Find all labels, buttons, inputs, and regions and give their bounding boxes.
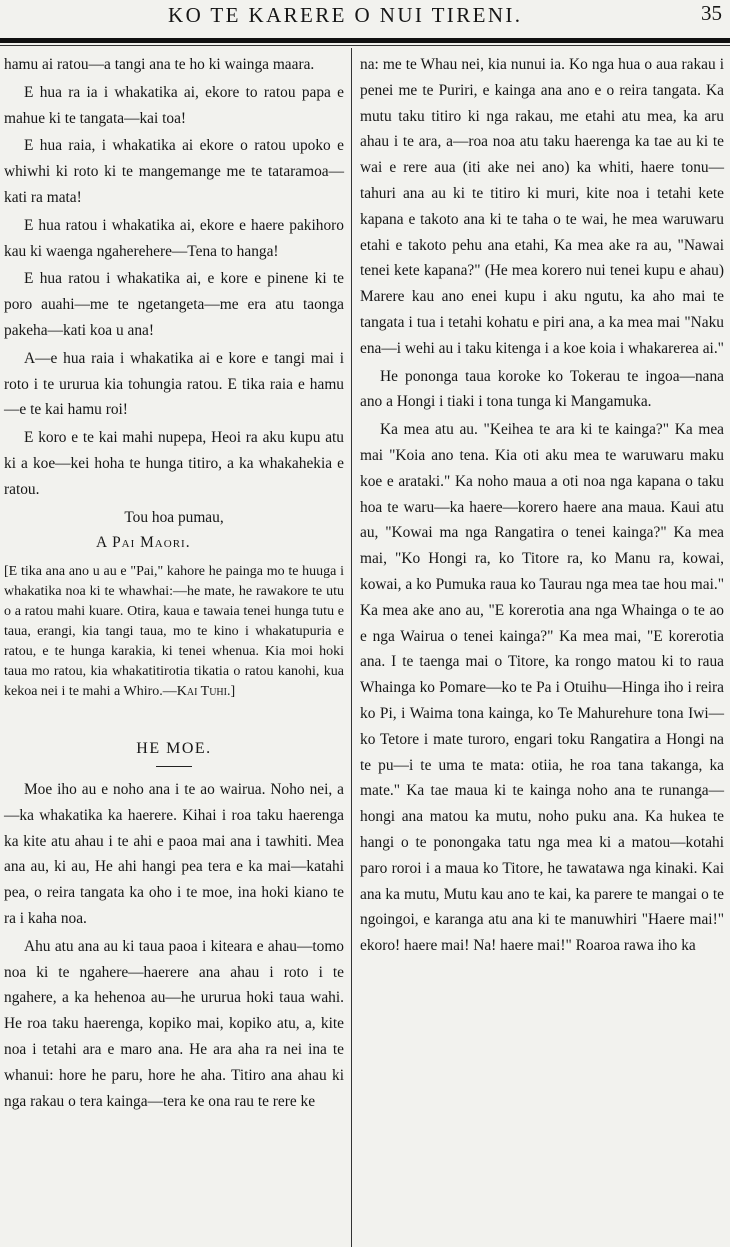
- letter-signature: A Pai Maori.: [96, 534, 191, 552]
- paragraph: E koro e te kai mahi nupepa, Heoi ra aku kupu atu ki a koe—kei hoha te hunga titiro, a ka whakahekia e ratou.: [4, 429, 344, 498]
- paragraph: na: me te Whau nei, kia nunui ia. Ko nga hua o aua rakau i penei me te Puriri, e kainga ana ano e o reira tangata. Ka mutu taku titiro ki nga rakau, me etahi atu mea, ka aru ahau i te ara, a—roa noa atu taku haerenga ka tae au ki te wai e rere aua (iti ake nei ano) ka whiti, haere tonu—tahuri ana au ki te titiro ki muri, kite noa i tetahi kete kapana e takoto ana ki te taha o te wai, he mea waruwaru etahi e takoto pehu ana etahi, Ka mea ake ra au, "Nawai tenei kete kapana?" (He mea korero nui tenei kupu e ahau) Marere kau ano enei kupu i aku ngutu, ka aho mai te tangata i tua i tetahi kohatu e piri ana, a ka mea mai "Naku ena—i wehi au i taku kitenga i a koe koia i whakarerea ai.": [360, 56, 724, 357]
- paragraph: E hua ratou i whakatika ai, ekore e haere pakihoro kau ki waenga ngaherehere—Tena to hanga!: [4, 216, 344, 260]
- section-title: HE MOE.: [136, 740, 212, 758]
- paragraph: E hua ra ia i whakatika ai, ekore to ratou papa e mahue ki te tangata—kai toa!: [4, 83, 344, 127]
- story-paragraph: Ahu atu ana au ki taua paoa i kiteara e ahau—tomo noa ki te ngahere—haerere ana ahau i roto i te ngahere, a ka hehenoa au—he ururua hoki taua wahi. He roa taku haerenga, kopiko mai, kopiko atu, a, kite noa i tetahi ara e maro ana. He ara aha ra nei ina te whanui: hore he paru, hore he aha. Titiro ana ahau ki nga rakau o tera kainga—tera ke ona rau te rere ke: [4, 937, 344, 1110]
- page-header: [0, 0, 730, 44]
- paragraph: E hua ratou i whakatika ai, e kore e pinene ki te poro auahi—me te ngetangeta—me era atu taonga pakeha—kati koa u ana!: [4, 270, 344, 339]
- paragraph: A—e hua raia i whakatika ai e kore e tangi mai i roto i te ururua kia tohungia ratou. E tika raia e hamu—e te kai hamu roi!: [4, 349, 344, 419]
- running-title: KO TE KARERE O NUI TIRENI.: [168, 3, 523, 27]
- editor-note-close: ]: [230, 684, 236, 700]
- section-title-rule: [156, 766, 192, 767]
- paragraph: Ka mea atu au. "Keihea te ara ki te kainga?" Ka mea mai "Koia ano tena. Kia oti aku mea te waruwaru maku koe e arataki." Ka noho maua a oti noa nga kapana o taku hoa te waru—ka haere—korero haere ana maua. Kaui atu au, "Kowai ma nga Rangatira o tenei kainga?" Ka mea mai, "Ko Hongi ra, ko Titore ra, ko Manu ra, kowai, kowai, a ko Pumuka raua ko Taurau nga mea tae hou mai." Ka mea ake ano au, "E korerotia ana nga Whainga o te ao e nga Wairua o tenei kainga?" Ka mea mai, "E korerotia ana. I te taenga mai o Titore, ka rongo matou ki to raua Whainga ko Pomare—ko te Pa i Otuihu—Hinga iho i reira ko Pi, i Waima tona kainga, ko Te Mahurehure tona Iwi—ko Tetore i mate turoro, engari toku Rangatira a Hongi na te pu—i te uma te mata: otiia, he roa tana takanga, ka mate." Ka tae maua ki te kainga noho ana te runanga—hongi ana matou ka mutu, noho puku ana. Ka hukea te hangi o te ponongaka tatu nga mea ki a matou—kotahi paro roroi i a maua ko Titore, he tawatawa nga kinaki. Kai ana ka mutu, Mutu kau ano te kai, ka parere te mangai o te ngoingoi, e karanga atu ana ki te manuwhiri "Haere mai!" ekoro! haere mai! Na! haere mai!" Roaroa rawa iho ka: [360, 421, 724, 955]
- editor-note-signature: Kai Tuhi.: [176, 684, 231, 700]
- letter-signoff: Tou hoa pumau,: [124, 508, 224, 526]
- paragraph: hamu ai ratou—a tangi ana te ho ki wainga maara.: [4, 56, 315, 73]
- right-column: [360, 52, 724, 961]
- header-rule-thick: [0, 38, 730, 43]
- editor-note-text: [E tika ana ano u au e "Pai," kahore he painga mo te huuga i whakatika noa ki te whawhai:—he mate, he rawakore te utu o a ratou mahi kuare. Otira, kaua e tawaia tenei hunga tutu e taua, erangi, kia tangi taua, mo te kino i whakatupuria e ratou, e te hunga karakia, ki tenei whenua. Kia moi hoki taua mo ratou, kia whakatitirotia tikatia o ratou kanohi, kua kekoa nei i te mahi a Whiro.—: [4, 564, 344, 700]
- left-column: [4, 52, 344, 1116]
- paragraph: He pononga taua koroke ko Tokerau te ingoa—nana ano a Hongi i tiaki i tona tunga ki Mangamuka.: [360, 367, 724, 411]
- column-divider: [351, 48, 352, 1247]
- editor-note: [4, 562, 344, 702]
- header-rule-thin: [0, 45, 730, 46]
- page-number: 35: [701, 1, 722, 25]
- paragraph: E hua raia, i whakatika ai ekore o ratou upoko e whiwhi ki roto ki te mangemange me te tataramoa—kati ra mata!: [4, 137, 344, 206]
- story-paragraph: Moe iho au e noho ana i te ao wairua. Noho nei, a—ka whakatika ka haerere. Kihai i roa taku haerenga ka kite atu ahau i te ahi e paoa mai ana i tawhiti. Mea ana au, ki au, He ahi hangi pea tera e ka mai—katahi pea, o reira tangata ka oho i te moe, ina hoki kiano te ra i kaha noa.: [4, 780, 344, 927]
